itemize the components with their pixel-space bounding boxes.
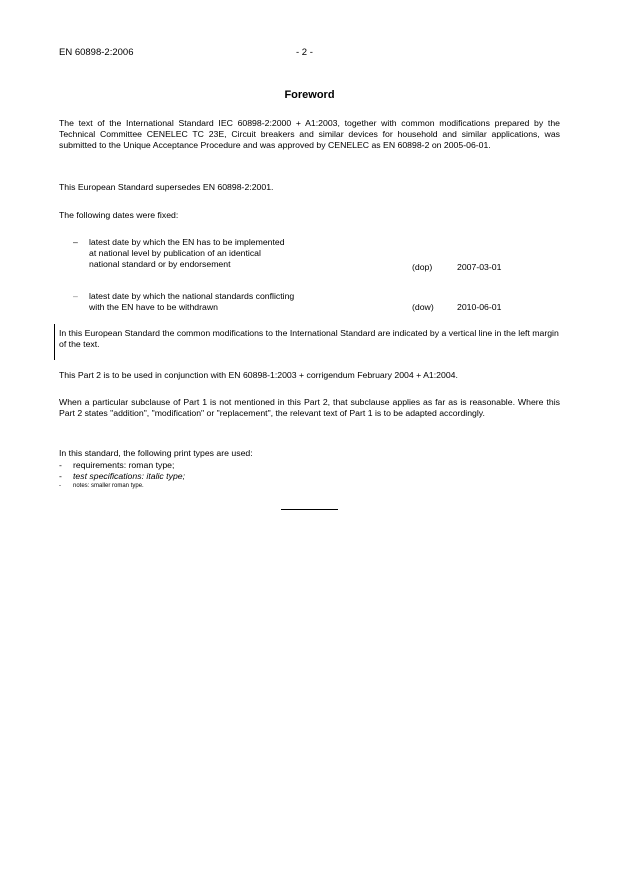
list-marker: - [59,460,62,470]
dop-date: 2007-03-01 [457,262,502,272]
list-item-text: notes: smaller roman type. [73,482,144,489]
list-item [59,460,185,471]
page-title: Foreword [284,89,335,101]
dow-description [89,291,389,313]
dow-date: 2010-06-01 [457,302,502,312]
intro-paragraph: The text of the International Standard IEC 60898-2:2000 + A1:2003, together with common modifications prepared by the Technical Committee CENELEC TC 23E, Circuit breakers and similar devices for household and similar applications, was submitted to the Unique Acceptance Procedure and was approved by CENELEC as EN 60898-2 on 2005-06-01. [59,118,560,150]
list-item-text: test specifications: italic type; [73,470,186,481]
dop-line-2: at national level by publication of an identical [89,247,261,258]
document-id: EN 60898-2:2006 [59,47,134,58]
page-number: - 2 - [296,47,313,58]
dop-line-3: national standard or by endorsement [89,258,231,269]
list-marker: - [59,482,61,489]
print-types-intro: In this standard, the following print types are used: [59,448,253,458]
dop-dash-marker: – [73,237,78,247]
print-types-list [59,460,185,490]
dow-abbreviation: (dow) [412,302,434,312]
subclause-paragraph: When a particular subclause of Part 1 is not mentioned in this Part 2, that subclause applies as far as is reasonable. Where this Part 2 states "addition", "modification" or "replacement", the relevant text of Part 1 is to be adapted accordingly. [59,397,560,418]
dow-line-1: latest date by which the national standards conflicting [89,291,295,301]
common-modifications-paragraph: In this European Standard the common modifications to the International Standard are indicated by a vertical line in the left margin of the text. [59,328,559,349]
end-rule [281,509,338,510]
page-header [59,47,560,61]
dop-description [89,237,389,269]
dates-intro-paragraph: The following dates were fixed: [59,210,179,220]
change-bar [54,324,55,360]
dow-line-2: with the EN have to be withdrawn [89,301,218,312]
part2-paragraph: This Part 2 is to be used in conjunction with EN 60898-1:2003 + corrigendum February 2004 + A1:2004. [59,370,458,380]
supersedes-paragraph: This European Standard supersedes EN 60898-2:2001. [59,182,274,192]
list-marker: - [59,470,62,481]
dop-line-1: latest date by which the EN has to be implemented [89,237,285,247]
list-item [59,482,185,490]
list-item [59,471,185,482]
dop-abbreviation: (dop) [412,262,433,272]
dow-dash-marker: – [73,291,78,301]
list-item-text: requirements: roman type; [73,460,175,470]
